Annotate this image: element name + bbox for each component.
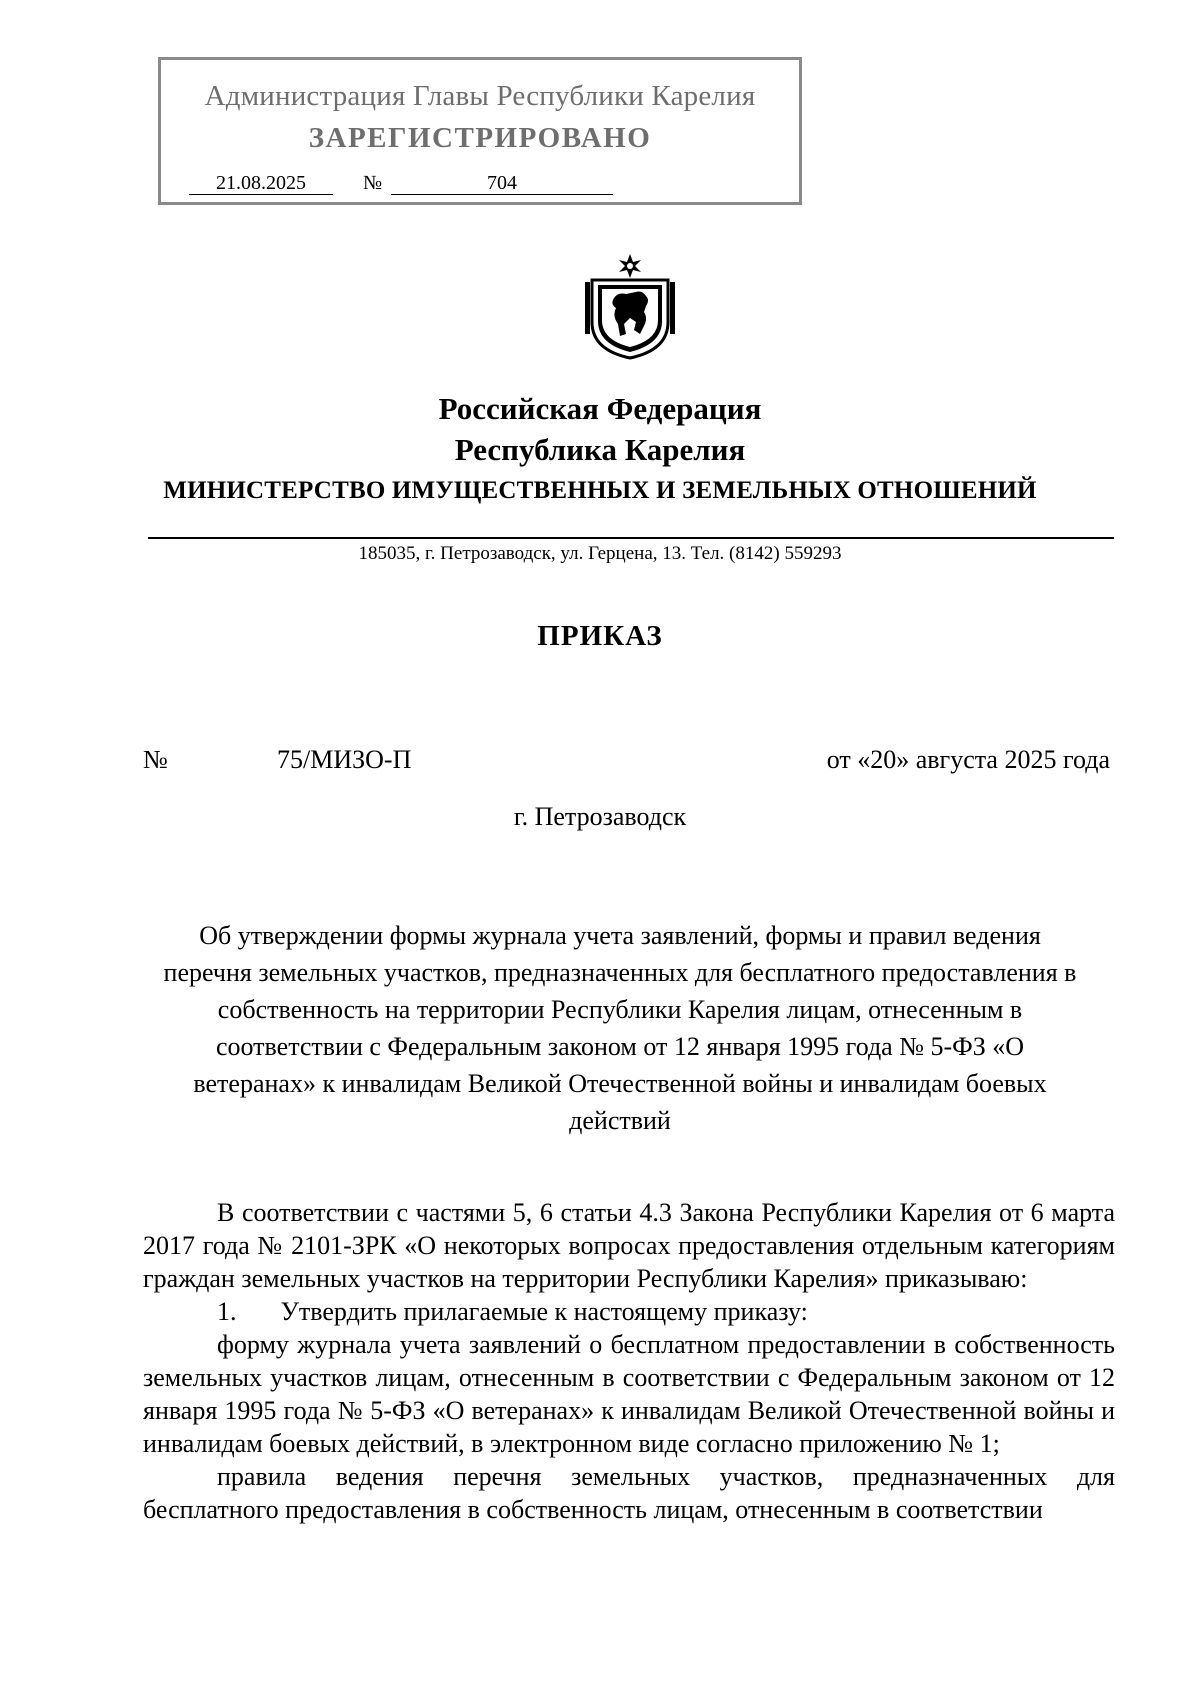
item-1-number: 1.	[217, 1297, 237, 1326]
order-number-label: №	[143, 745, 168, 774]
ministry-name: МИНИСТЕРСТВО ИМУЩЕСТВЕННЫХ И ЗЕМЕЛЬНЫХ ОТНОШЕНИЙ	[163, 477, 1037, 504]
stamp-registered-label: ЗАРЕГИСТРИРОВАНО	[308, 122, 652, 154]
ministry-address: 185035, г. Петрозаводск, ул. Герцена, 13. Тел. (8142) 559293	[358, 543, 842, 564]
order-number: 75/МИЗО-П	[277, 745, 412, 774]
stamp-authority: Администрация Главы Республики Карелия	[204, 80, 756, 112]
document-title: ПРИКАЗ	[537, 620, 663, 652]
header-divider	[148, 537, 1114, 539]
order-subject: Об утверждении формы журнала учета заявлений, формы и правил ведения перечня земельных участков, предназначенных для бесплатного предоставления в собственность на территории Республики Карелия лицам, отнесенным в соответствии с Федеральным законом от 12 января 1995 года № 5-ФЗ «О ветеранах» к инвалидам Великой Отечественной войны и инвалидам боевых действий	[163, 921, 1077, 1135]
document-body	[143, 1196, 1115, 1526]
preamble-paragraph: В соответствии с частями 5, 6 статьи 4.3 Закона Республики Карелия от 6 марта 2017 года № 2101-ЗРК «О некоторых вопросах предоставления отдельным категориям граждан земельных участков на территории Республики Карелия» приказываю:	[143, 1198, 1115, 1293]
stamp-number-label: №	[363, 172, 383, 194]
stamp-date: 21.08.2025	[189, 172, 333, 195]
registration-stamp	[158, 57, 802, 205]
item-1-text: Утвердить прилагаемые к настоящему приказу:	[280, 1297, 808, 1326]
order-date: от «20» августа 2025 года	[826, 745, 1110, 774]
stamp-number: 704	[391, 172, 613, 195]
karelia-coat-of-arms-icon	[584, 252, 676, 360]
item-1-paragraph	[143, 1295, 1115, 1328]
rules-paragraph: правила ведения перечня земельных участков, предназначенных для бесплатного предоставления в собственность лицам, отнесенным в соответствии	[143, 1462, 1115, 1524]
region-name: Республика Карелия	[454, 432, 746, 467]
order-city: г. Петрозаводск	[513, 802, 687, 831]
form-paragraph: форму журнала учета заявлений о бесплатном предоставлении в собственность земельных участков лицам, отнесенным в соответствии с Федеральным законом от 12 января 1995 года № 5-ФЗ «О ветеранах» к инвалидам Великой Отечественной войны и инвалидам боевых действий, в электронном виде согласно приложению № 1;	[143, 1330, 1115, 1458]
country-name: Российская Федерация	[438, 391, 762, 426]
